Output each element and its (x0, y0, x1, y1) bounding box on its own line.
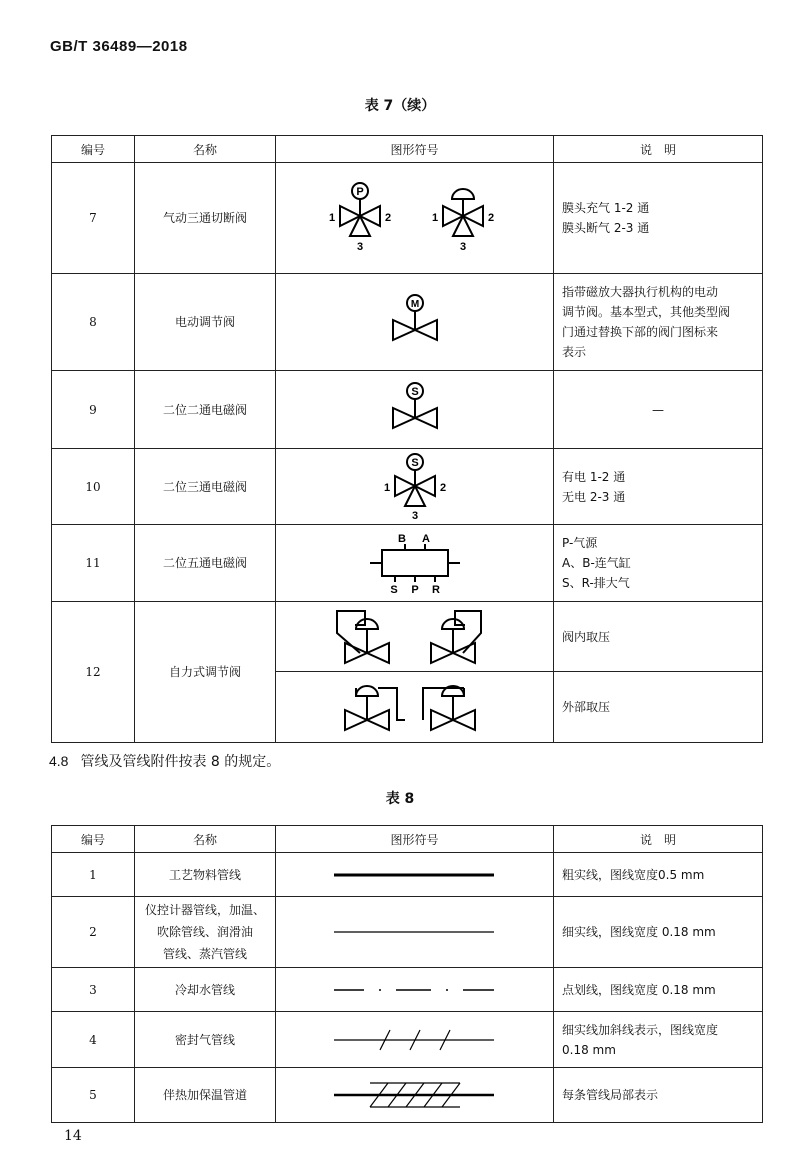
label-2: 2 (439, 481, 446, 494)
page-number: 14 (64, 1128, 82, 1144)
row-name (135, 897, 276, 968)
two-way-solenoid-valve-icon (375, 380, 455, 440)
label-1: 1 (328, 212, 335, 224)
description-line: 有电 1-2 通 (562, 469, 626, 484)
row-name: 自力式调节阀 (135, 602, 276, 743)
header-name: 名称 (135, 136, 276, 163)
label-p: P (355, 186, 364, 198)
row-description (554, 274, 763, 371)
row-number: 8 (52, 274, 135, 371)
label-r: R (431, 584, 440, 596)
description-line: 膜头充气 1-2 通 (562, 201, 650, 215)
table-row (52, 602, 763, 672)
description-line: 阀内取压 (562, 629, 611, 644)
table-row (52, 525, 763, 602)
symbol-instrument-line (276, 897, 554, 968)
header-number: 编号 (52, 826, 135, 853)
three-way-solenoid-valve-icon (365, 451, 465, 523)
label-3: 3 (411, 509, 418, 522)
symbol-process-material-line (276, 853, 554, 897)
symbol-self-operated-valve-internal (276, 602, 554, 672)
table-row (52, 1012, 763, 1068)
description-line: 0.18 mm (562, 1042, 616, 1057)
table8-header-row (52, 826, 763, 853)
name-line: 吹除管线、润滑油 (156, 925, 253, 939)
table8-caption: 表 8 (385, 791, 415, 807)
table7-header-row (52, 136, 763, 163)
description-line: 外部取压 (562, 700, 611, 714)
row-name: 气动三通切断阀 (135, 163, 276, 274)
label-3: 3 (356, 241, 363, 253)
clause-number: 4.8 (49, 753, 69, 769)
clause-text: 管线及管线附件按表 8 的规定。 (80, 754, 281, 770)
description-line: 调节阀。基本型式，其他类型阀 (562, 305, 731, 319)
header-description: 说 明 (554, 826, 763, 853)
header-symbol: 图形符号 (276, 826, 554, 853)
row-description: 点划线，图线宽度 0.18 mm (554, 968, 763, 1012)
table-row (52, 274, 763, 371)
row-description (554, 602, 763, 672)
row-description: 每条管线局部表示 (554, 1068, 763, 1123)
label-2: 2 (487, 212, 494, 224)
row-number: 12 (52, 602, 135, 743)
table7 (51, 135, 763, 743)
slashed-line-icon (330, 1025, 500, 1055)
self-operated-valve-internal-icon (305, 603, 525, 671)
thick-solid-line-icon (330, 870, 500, 880)
clause-4-8 (49, 751, 280, 771)
description-line: 无电 2-3 通 (562, 489, 626, 504)
five-way-solenoid-valve-icon (360, 530, 470, 596)
label-m: M (410, 299, 419, 310)
row-name: 二位五通电磁阀 (135, 525, 276, 602)
row-number: 7 (52, 163, 135, 274)
label-p: P (410, 584, 419, 596)
symbol-three-way-solenoid-valve (276, 449, 554, 525)
table-row (52, 1068, 763, 1123)
symbol-five-way-solenoid-valve (276, 525, 554, 602)
row-name: 二位二通电磁阀 (135, 371, 276, 449)
row-name: 二位三通电磁阀 (135, 449, 276, 525)
description-line: 指带磁放大器执行机构的电动 (562, 285, 719, 299)
label-3: 3 (459, 241, 466, 253)
row-number: 11 (52, 525, 135, 602)
self-operated-valve-external-icon (305, 674, 525, 740)
table-row (52, 163, 763, 274)
description-line: 膜头断气 2-3 通 (562, 221, 650, 235)
row-description (554, 525, 763, 602)
description-line: 门通过替换下部的阀门图标来 (562, 325, 719, 339)
table-row (52, 853, 763, 897)
row-number: 5 (52, 1068, 135, 1123)
row-description: 细实线，图线宽度 0.18 mm (554, 897, 763, 968)
hatched-line-icon (330, 1077, 500, 1113)
row-description (554, 449, 763, 525)
symbol-electric-control-valve (276, 274, 554, 371)
row-number: 10 (52, 449, 135, 525)
row-name: 伴热加保温管道 (135, 1068, 276, 1123)
symbol-seal-gas-line (276, 1012, 554, 1068)
label-a: A (421, 533, 430, 545)
symbol-pneumatic-three-way-valve (276, 163, 554, 274)
dash-dot-line-icon (330, 985, 500, 995)
label-s: S (389, 584, 398, 596)
header-number: 编号 (52, 136, 135, 163)
table-row (52, 968, 763, 1012)
row-description: 粗实线，图线宽度0.5 mm (554, 853, 763, 897)
label-s: S (410, 385, 419, 398)
thin-solid-line-icon (330, 927, 500, 937)
row-number: 2 (52, 897, 135, 968)
row-description (554, 163, 763, 274)
label-b: B (397, 533, 406, 545)
row-number: 9 (52, 371, 135, 449)
electric-control-valve-icon (375, 292, 455, 352)
table8 (51, 825, 763, 1123)
symbol-self-operated-valve-external (276, 672, 554, 743)
row-description (554, 1012, 763, 1068)
description-line: P-气源 (562, 536, 598, 550)
label-2: 2 (384, 212, 391, 224)
table-row (52, 897, 763, 968)
pneumatic-three-way-valve-icon (310, 178, 520, 258)
header-description: 说 明 (554, 136, 763, 163)
row-name: 工艺物料管线 (135, 853, 276, 897)
description-line: A、B-连气缸 (562, 556, 631, 570)
header-name: 名称 (135, 826, 276, 853)
description-line: 表示 (562, 345, 587, 359)
standard-code: GB/T 36489—2018 (50, 38, 188, 55)
name-line: 管线、蒸汽管线 (162, 947, 247, 961)
symbol-heat-tracing-pipe (276, 1068, 554, 1123)
label-1: 1 (431, 212, 438, 224)
row-name: 冷却水管线 (135, 968, 276, 1012)
table7-caption: 表 7（续） (364, 98, 436, 114)
row-number: 3 (52, 968, 135, 1012)
symbol-two-way-solenoid-valve (276, 371, 554, 449)
row-number: 1 (52, 853, 135, 897)
description-line: S、R-排大气 (562, 576, 630, 590)
label-1: 1 (383, 481, 390, 494)
row-description (554, 672, 763, 743)
table-row (52, 371, 763, 449)
description-line: 细实线加斜线表示，图线宽度 (562, 1022, 719, 1037)
row-description (554, 371, 763, 449)
header-symbol: 图形符号 (276, 136, 554, 163)
row-name: 密封气管线 (135, 1012, 276, 1068)
row-name: 电动调节阀 (135, 274, 276, 371)
name-line: 仪控计器管线，加温、 (144, 903, 265, 917)
table-row (52, 449, 763, 525)
row-number: 4 (52, 1012, 135, 1068)
label-s: S (410, 456, 419, 469)
description-line: — (652, 402, 664, 417)
symbol-cooling-water-line (276, 968, 554, 1012)
